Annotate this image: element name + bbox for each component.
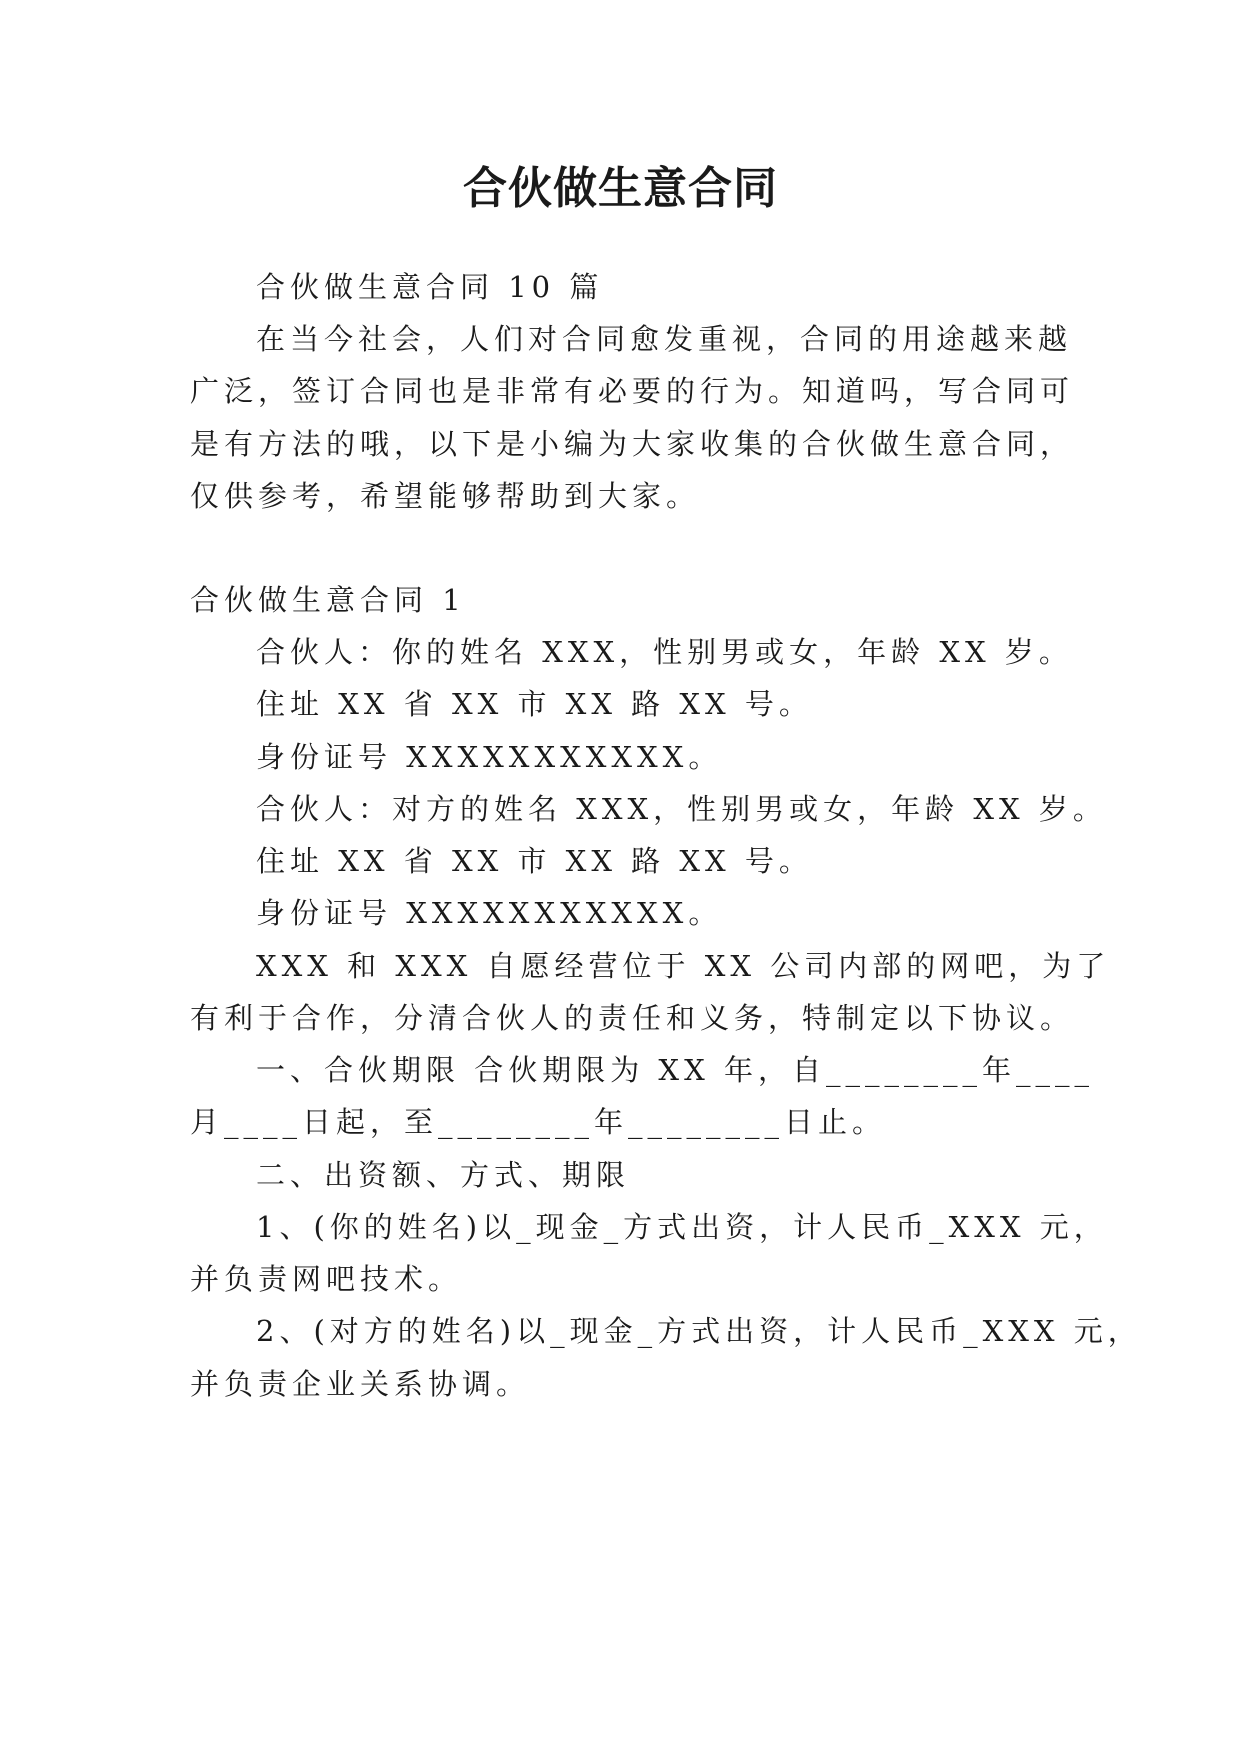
body-line: 合伙人：对方的姓名 XXX，性别男或女，年龄 XX 岁。 [256,792,1107,826]
body-line: 合伙人：你的姓名 XXX，性别男或女，年龄 XX 岁。 [256,635,1073,669]
intro-line: 是有方法的哦，以下是小编为大家收集的合伙做生意合同， [190,427,1075,461]
body-line: 一、合伙期限 合伙期限为 XX 年，自________年____ [256,1053,1094,1087]
body-line: 住址 XX 省 XX 市 XX 路 XX 号。 [256,844,813,878]
body-line: 1、(你的姓名)以_现金_方式出资，计人民币_XXX 元， [256,1210,1108,1244]
body-line: 月____日起，至________年________日止。 [190,1105,887,1139]
body-line: 二、出资额、方式、期限 [256,1158,631,1192]
intro-line: 仅供参考，希望能够帮助到大家。 [190,479,701,513]
body-line: 并负责企业关系协调。 [190,1367,531,1401]
intro-heading: 合伙做生意合同 10 篇 [256,270,604,304]
intro-line: 广泛，签订合同也是非常有必要的行为。知道吗，写合同可 [190,374,1075,408]
document-title: 合伙做生意合同 [463,163,778,214]
body-line: 并负责网吧技术。 [190,1262,463,1296]
body-line: 身份证号 XXXXXXXXXXX。 [256,740,723,774]
body-line: 有利于合作，分清合伙人的责任和义务，特制定以下协议。 [190,1001,1075,1035]
body-line: 2、(对方的姓名)以_现金_方式出资，计人民币_XXX 元， [256,1314,1142,1348]
section-heading: 合伙做生意合同 1 [190,583,466,617]
intro-line: 在当今社会，人们对合同愈发重视，合同的用途越来越 [256,322,1073,356]
body-line: 身份证号 XXXXXXXXXXX。 [256,896,723,930]
body-line: 住址 XX 省 XX 市 XX 路 XX 号。 [256,687,813,721]
body-line: XXX 和 XXX 自愿经营位于 XX 公司内部的网吧，为了 [256,949,1111,983]
